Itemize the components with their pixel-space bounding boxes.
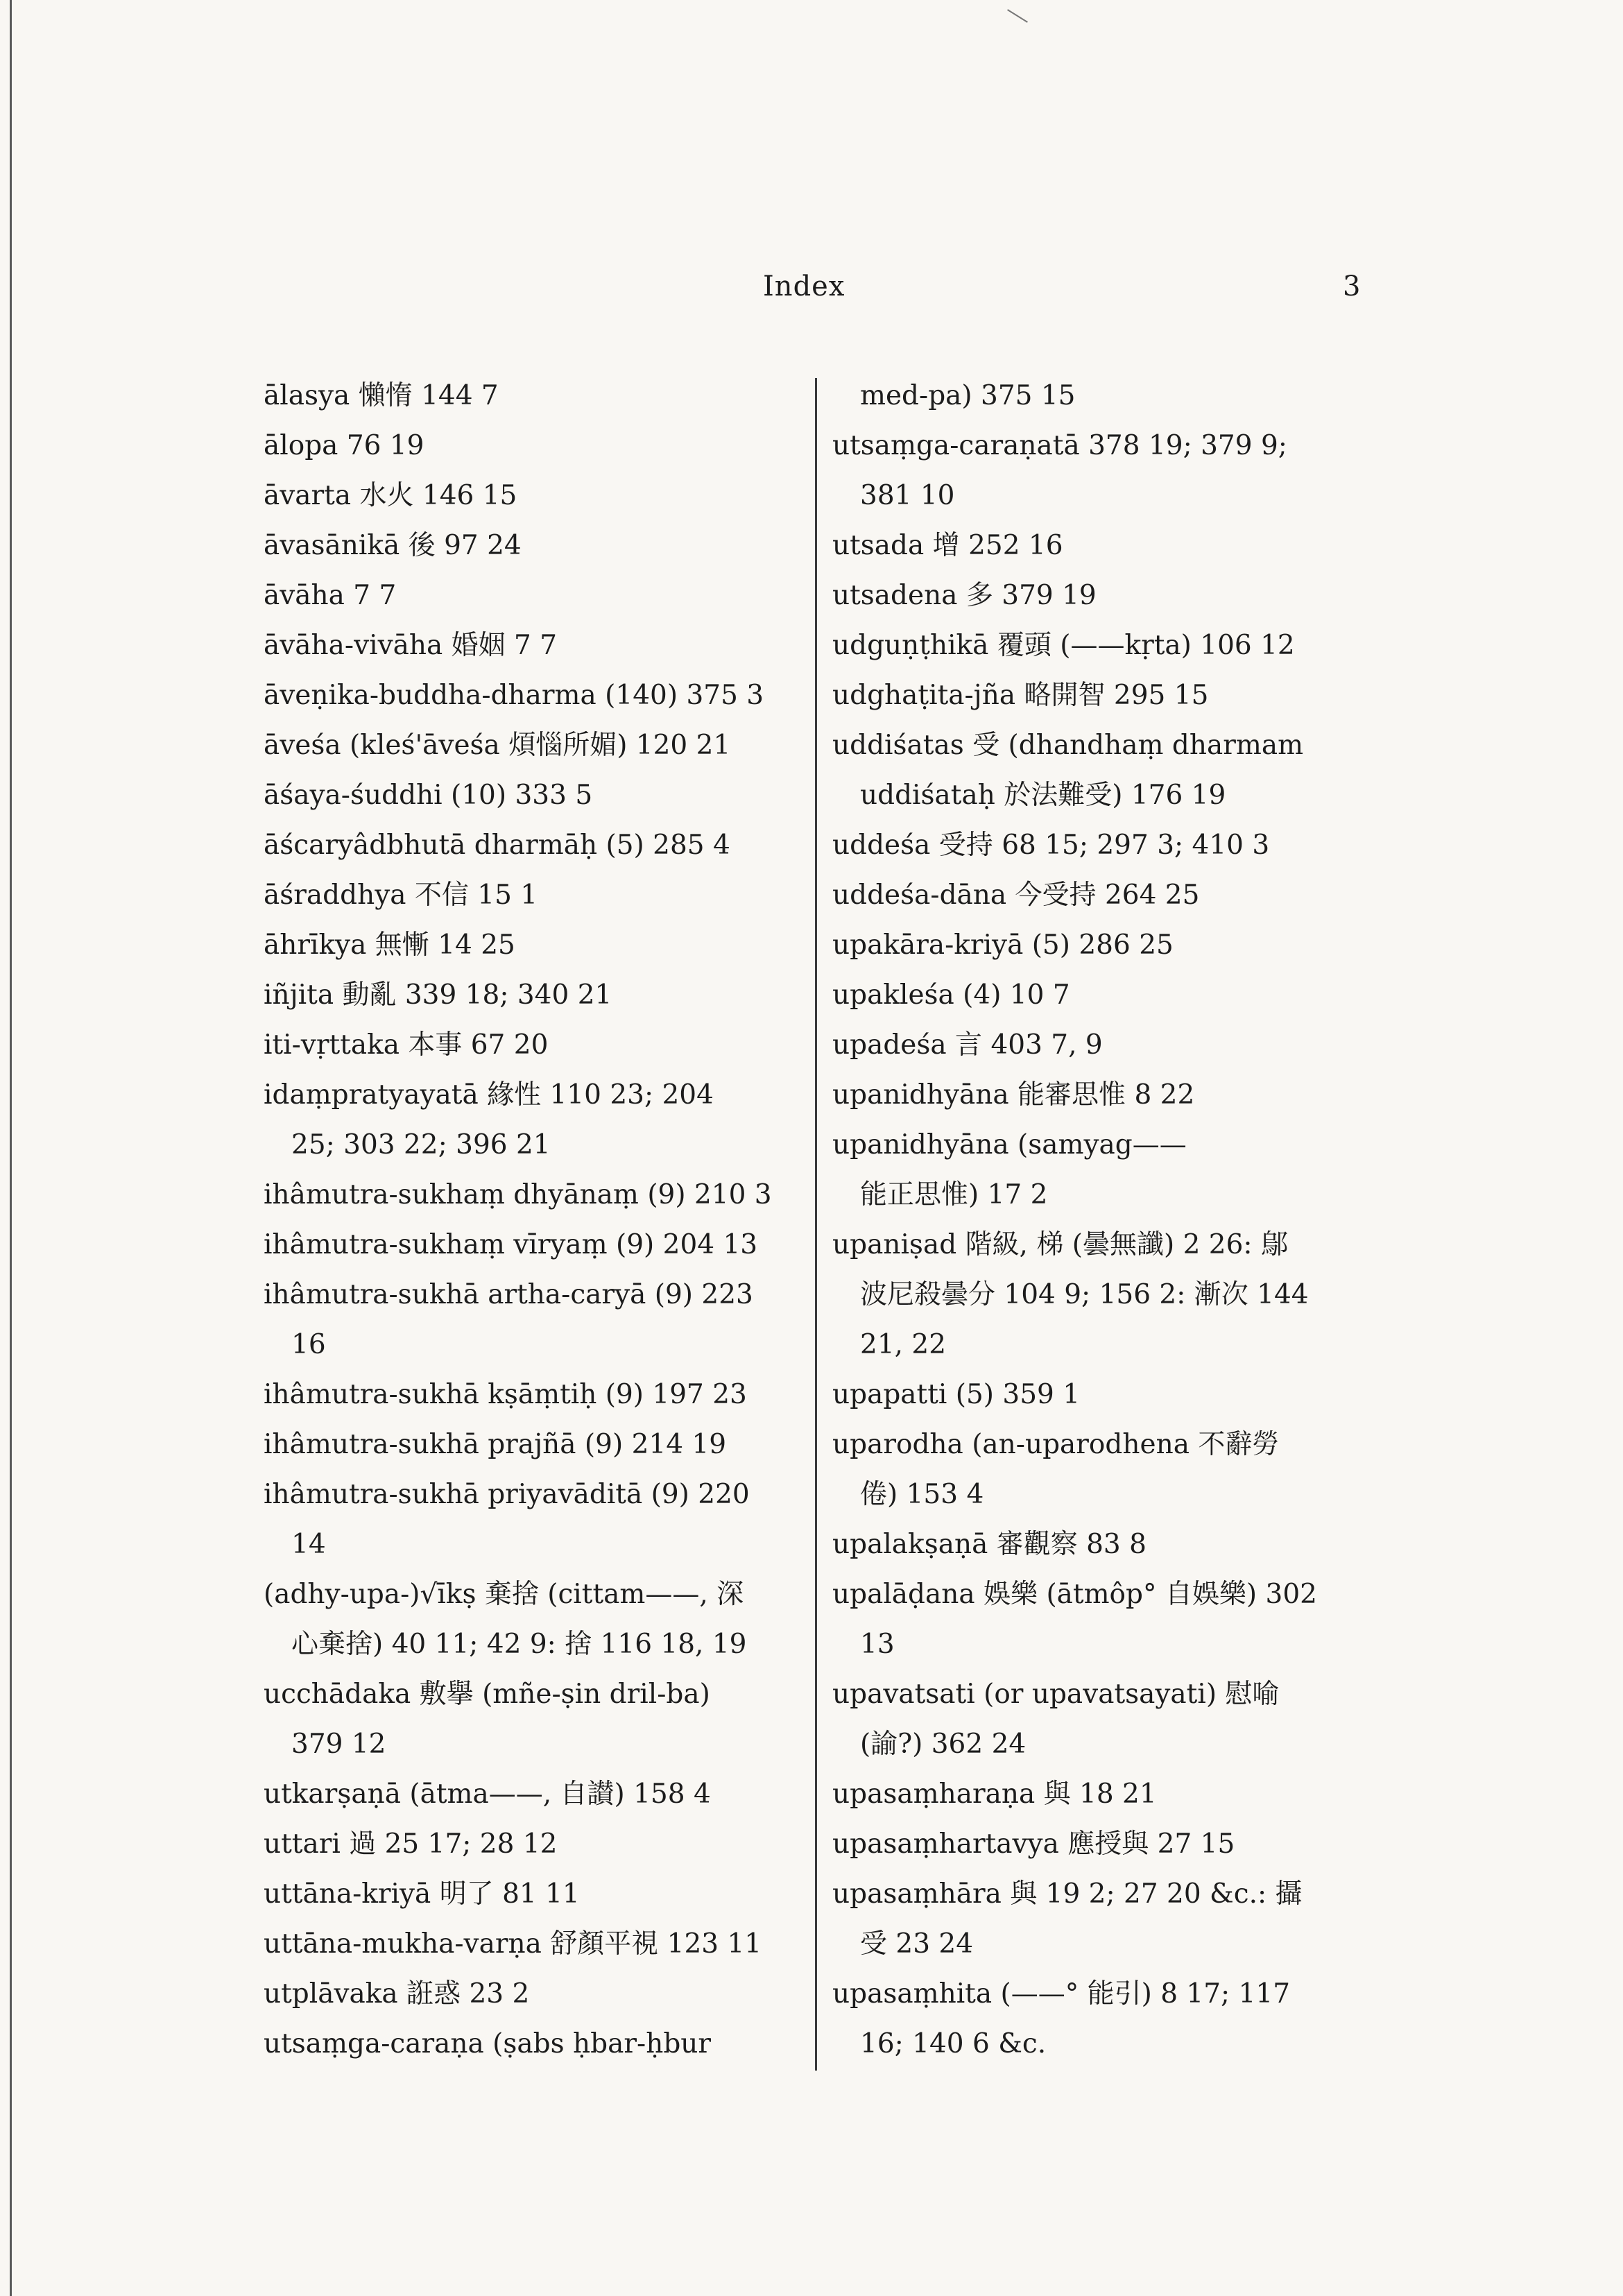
- scan-mark: [1007, 9, 1028, 23]
- index-line: upasaṃharaṇa 與 18 21: [832, 1779, 1157, 1810]
- index-line: ālasya 懶惰 144 7: [264, 380, 499, 411]
- index-line: āvāha-vivāha 婚姻 7 7: [264, 630, 558, 661]
- index-line: uparodha (an-uparodhena 不辭勞: [832, 1429, 1280, 1460]
- index-line: ālopa 76 19: [264, 430, 424, 461]
- index-line: ihâmutra-sukhaṃ dhyānaṃ (9) 210 3: [264, 1179, 772, 1210]
- index-line: uddiśataḥ 於法難受) 176 19: [860, 780, 1226, 811]
- index-line: upalakṣaṇā 審觀察 83 8: [832, 1529, 1147, 1560]
- index-line: āścaryâdbhutā dharmāḥ (5) 285 4: [264, 830, 730, 861]
- index-line: 13: [860, 1629, 895, 1660]
- index-line: uddeśa-dāna 今受持 264 25: [832, 880, 1200, 911]
- page-header: [0, 271, 1623, 312]
- index-line: uddiśatas 受 (dhandhaṃ dharmam: [832, 730, 1304, 761]
- index-line: utsaṃga-caraṇa (ṣabs ḥbar-ḥbur: [264, 2028, 712, 2059]
- page-margin-rule: [10, 0, 12, 2296]
- index-line: uttari 過 25 17; 28 12: [264, 1828, 558, 1860]
- index-line: 受 23 24: [860, 1928, 974, 1960]
- index-line: ihâmutra-sukhā kṣāṃtiḥ (9) 197 23: [264, 1379, 747, 1410]
- index-line: upanidhyāna (samyag——: [832, 1129, 1187, 1160]
- index-line: āveśa (kleś'āveśa 煩惱所媚) 120 21: [264, 730, 731, 761]
- index-line: (adhy-upa-)√īkṣ 棄捨 (cittam——, 深: [264, 1579, 744, 1610]
- index-line: āśaya-śuddhi (10) 333 5: [264, 780, 593, 811]
- index-line: udghaṭita-jña 略開智 295 15: [832, 680, 1209, 711]
- index-column-left: [264, 371, 798, 2069]
- index-line: uddeśa 受持 68 15; 297 3; 410 3: [832, 830, 1270, 861]
- index-line: 能正思惟) 17 2: [860, 1179, 1048, 1210]
- index-line: med-pa) 375 15: [860, 380, 1076, 411]
- index-line: upakāra-kriyā (5) 286 25: [832, 929, 1174, 961]
- page-title: Index: [763, 271, 845, 302]
- index-line: upalāḍana 娛樂 (ātmôp° 自娛樂) 302: [832, 1579, 1317, 1610]
- index-column-right: [832, 371, 1380, 2069]
- index-line: āśraddhya 不信 15 1: [264, 880, 538, 911]
- index-line: āvasānikā 後 97 24: [264, 530, 522, 561]
- index-line: 波尼殺曇分 104 9; 156 2: 漸次 144: [860, 1279, 1309, 1310]
- index-line: idaṃpratyayatā 緣性 110 23; 204: [264, 1079, 714, 1111]
- index-line: ihâmutra-sukhā artha-caryā (9) 223: [264, 1279, 753, 1310]
- index-line: upanidhyāna 能審思惟 8 22: [832, 1079, 1195, 1111]
- index-line: 381 10: [860, 480, 955, 511]
- index-line: āvāha 7 7: [264, 580, 397, 611]
- index-line: (諭?) 362 24: [860, 1729, 1027, 1760]
- index-line: 14: [291, 1529, 326, 1560]
- index-line: upasaṃhāra 與 19 2; 27 20 &c.: 攝: [832, 1878, 1303, 1910]
- index-line: utsaṃga-caraṇatā 378 19; 379 9;: [832, 430, 1287, 461]
- index-line: ihâmutra-sukhā prajñā (9) 214 19: [264, 1429, 727, 1460]
- page-number: 3: [1343, 271, 1361, 302]
- index-line: 25; 303 22; 396 21: [291, 1129, 551, 1160]
- index-line: 21, 22: [860, 1329, 947, 1360]
- index-line: ucchādaka 敷擧 (mñe-ṣin dril-ba): [264, 1679, 710, 1710]
- index-line: utsadena 多 379 19: [832, 580, 1097, 611]
- column-divider: [815, 378, 817, 2071]
- index-line: upakleśa (4) 10 7: [832, 979, 1070, 1011]
- index-line: udguṇṭhikā 覆頭 (——kṛta) 106 12: [832, 630, 1295, 661]
- index-line: utkarṣaṇā (ātma——, 自讃) 158 4: [264, 1779, 711, 1810]
- index-line: 16; 140 6 &c.: [860, 2028, 1047, 2059]
- index-line: upapatti (5) 359 1: [832, 1379, 1081, 1410]
- index-line: ihâmutra-sukhaṃ vīryaṃ (9) 204 13: [264, 1229, 758, 1260]
- index-line: āveṇika-buddha-dharma (140) 375 3: [264, 680, 764, 711]
- index-line: utsada 增 252 16: [832, 530, 1063, 561]
- index-line: upasaṃhita (——° 能引) 8 17; 117: [832, 1978, 1291, 2010]
- index-line: uttāna-kriyā 明了 81 11: [264, 1878, 580, 1910]
- index-line: 倦) 153 4: [860, 1479, 984, 1510]
- index-line: iñjita 動亂 339 18; 340 21: [264, 979, 612, 1011]
- index-line: upaniṣad 階級, 梯 (曇無讖) 2 26: 鄔: [832, 1229, 1288, 1260]
- index-line: upasaṃhartavya 應授與 27 15: [832, 1828, 1235, 1860]
- index-line: upavatsati (or upavatsayati) 慰喻: [832, 1679, 1280, 1710]
- index-line: uttāna-mukha-varṇa 舒顏平視 123 11: [264, 1928, 762, 1960]
- index-line: iti-vṛttaka 本事 67 20: [264, 1029, 549, 1061]
- index-line: 379 12: [291, 1729, 386, 1760]
- index-line: 16: [291, 1329, 326, 1360]
- index-line: āhrīkya 無慚 14 25: [264, 929, 515, 961]
- index-line: ihâmutra-sukhā priyavāditā (9) 220: [264, 1479, 750, 1510]
- index-line: 心棄捨) 40 11; 42 9: 捨 116 18, 19: [291, 1629, 747, 1660]
- index-line: utplāvaka 誑惑 23 2: [264, 1978, 530, 2010]
- index-line: āvarta 水火 146 15: [264, 480, 517, 511]
- index-line: upadeśa 言 403 7, 9: [832, 1029, 1103, 1061]
